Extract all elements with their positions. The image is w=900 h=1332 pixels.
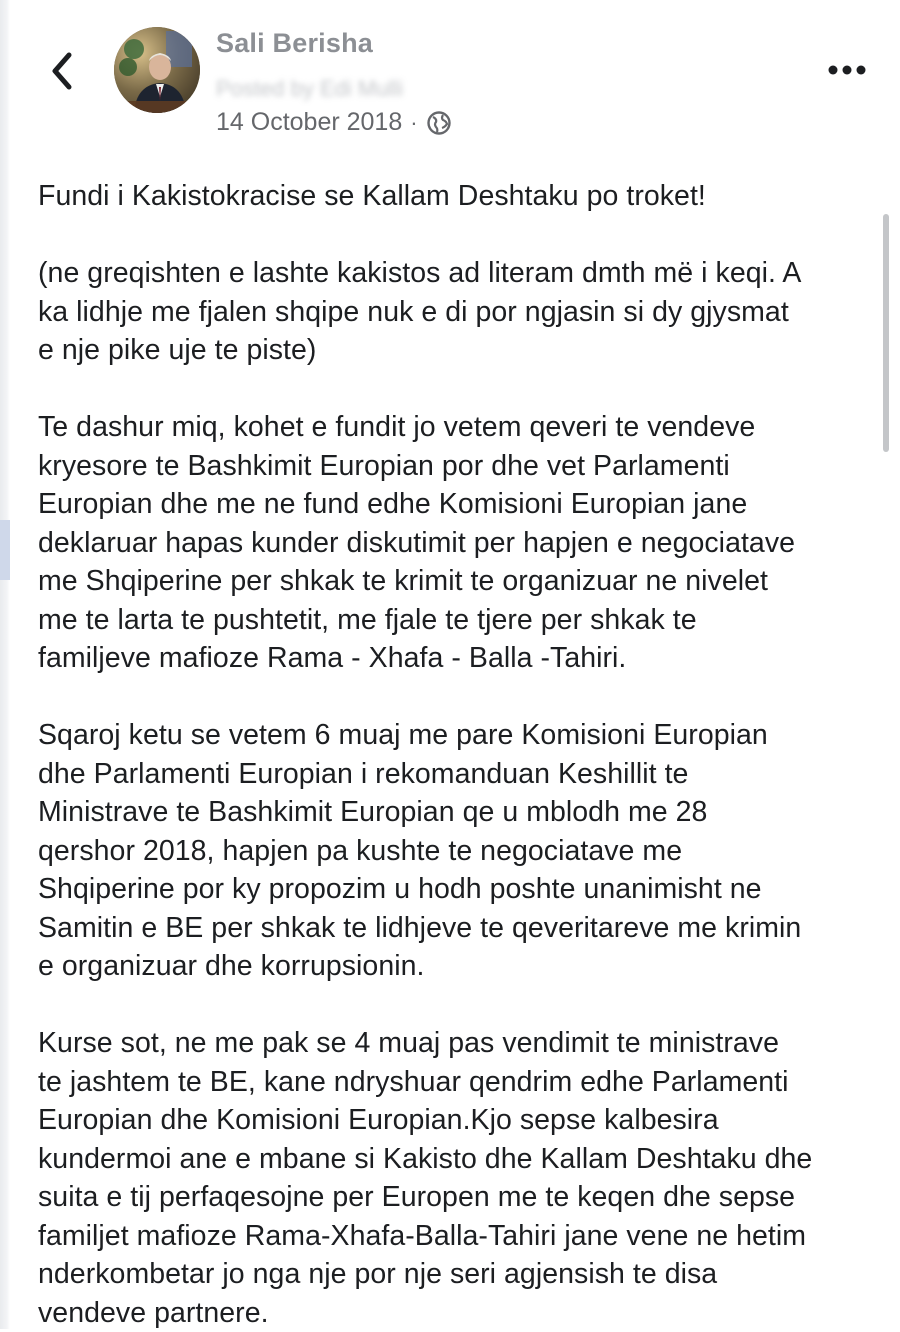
post-line: ka lidhje me fjalen shqipe nuk e di por ngjasin si dy gjysmat <box>38 293 874 332</box>
post-line: familjeve mafioze Rama - Xhafa - Balla -Tahiri. <box>38 639 874 678</box>
post-line: Shqiperine por ky propozim u hodh poshte unanimisht ne <box>38 870 874 909</box>
post-line: e nje pike uje te piste) <box>38 331 874 370</box>
paragraph-gap <box>38 216 874 255</box>
post-line: Kurse sot, ne me pak se 4 muaj pas vendimit te ministrave <box>38 1024 874 1063</box>
author-name[interactable]: Sali Berisha <box>216 28 373 59</box>
post-line: qershor 2018, hapjen pa kushte te negociatave me <box>38 832 874 871</box>
more-options-button[interactable] <box>822 52 872 88</box>
post-line: Ministrave te Bashkimit Europian qe u mblodh me 28 <box>38 793 874 832</box>
post-line: Samitin e BE per shkak te lidhjeve te qeveritareve me krimin <box>38 909 874 948</box>
post-line: e organizuar dhe korrupsionin. <box>38 947 874 986</box>
post-date[interactable]: 14 October 2018 <box>216 108 402 137</box>
back-button[interactable] <box>40 46 84 96</box>
post-line: me te larta te pushtetit, me fjale te tjere per shkak te <box>38 601 874 640</box>
post-line: Europian dhe me ne fund edhe Komisioni Europian jane <box>38 485 874 524</box>
meta-separator: · <box>410 110 417 136</box>
post-line: Sqaroj ketu se vetem 6 muaj me pare Komisioni Europian <box>38 716 874 755</box>
author-avatar[interactable] <box>114 27 200 113</box>
post-line: kryesore te Bashkimit Europian por dhe vet Parlamenti <box>38 447 874 486</box>
paragraph-gap <box>38 370 874 409</box>
more-horizontal-icon <box>827 64 867 76</box>
globe-icon <box>426 110 452 136</box>
background-page-edge <box>0 0 10 1329</box>
post-line: Europian dhe Komisioni Europian.Kjo sepse kalbesira <box>38 1101 874 1140</box>
post-line: Fundi i Kakistokracise se Kallam Deshtaku po troket! <box>38 177 874 216</box>
post-line: familjet mafioze Rama-Xhafa-Balla-Tahiri jane vene ne hetim <box>38 1217 874 1256</box>
paragraph-gap <box>38 678 874 717</box>
scrollbar[interactable] <box>883 214 889 452</box>
post-line: me Shqiperine per shkak te krimit te organizuar ne nivelet <box>38 562 874 601</box>
post-line: deklaruar hapas kunder diskutimit per hapjen e negociatave <box>38 524 874 563</box>
post-line: vendeve partnere. <box>38 1294 874 1332</box>
post-meta <box>216 108 452 137</box>
post-text <box>38 177 874 1332</box>
post-line: (ne greqishten e lashte kakistos ad literam dmth më i keqi. A <box>38 254 874 293</box>
background-page-mark <box>0 520 10 580</box>
post-line: nderkombetar jo nga nje por nje seri agjensish te disa <box>38 1255 874 1294</box>
post-line: kundermoi ane e mbane si Kakisto dhe Kallam Deshtaku dhe <box>38 1140 874 1179</box>
post-line: Te dashur miq, kohet e fundit jo vetem qeveri te vendeve <box>38 408 874 447</box>
post-line: dhe Parlamenti Europian i rekomanduan Keshillit te <box>38 755 874 794</box>
chevron-left-icon <box>49 51 75 91</box>
post-line: te jashtem te BE, kane ndryshuar qendrim edhe Parlamenti <box>38 1063 874 1102</box>
posted-by-label: Posted by Edi Mulli <box>216 76 403 102</box>
post-line: suita e tij perfaqesojne per Europen me te keqen dhe sepse <box>38 1178 874 1217</box>
paragraph-gap <box>38 986 874 1025</box>
post-header <box>0 0 900 160</box>
avatar-photo <box>114 27 200 113</box>
